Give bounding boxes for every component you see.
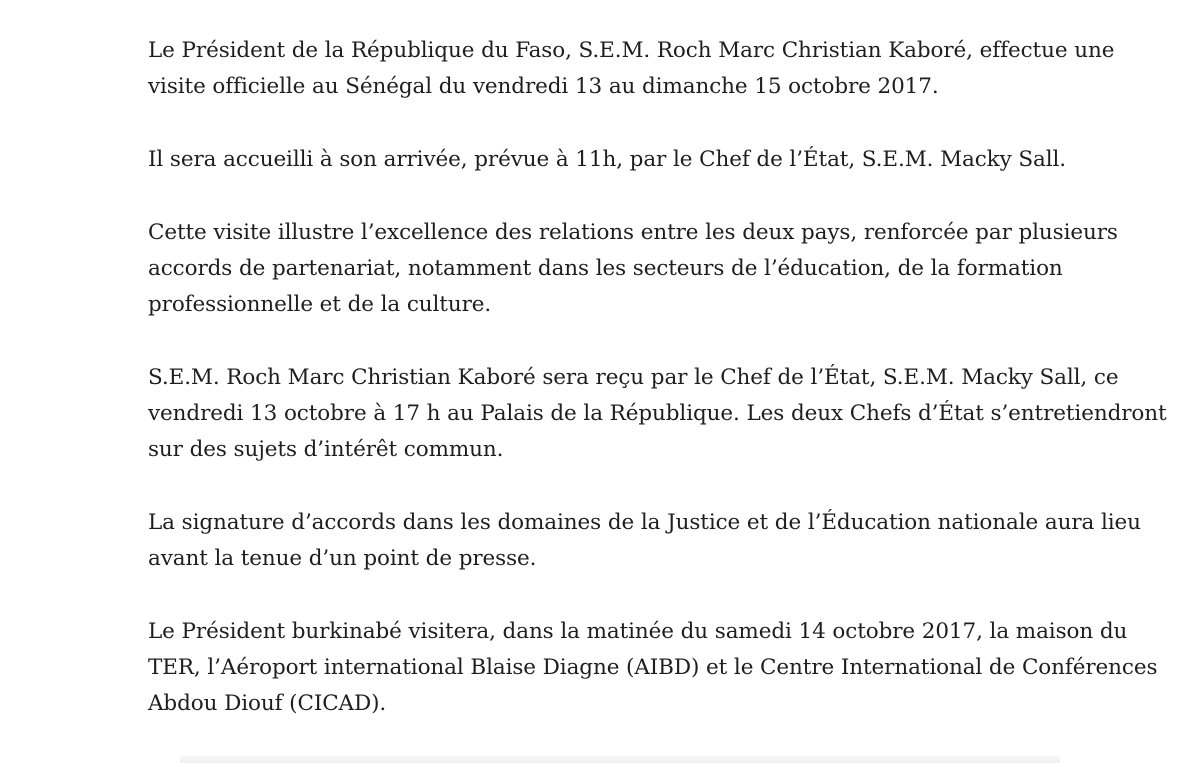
- paragraph-line: Il sera accueilli à son arrivée, prévue à 11h, par le Chef de l’État, S.E.M. Macky Sall.: [148, 147, 1067, 172]
- paragraph-line: vendredi 13 octobre à 17 h au Palais de la République. Les deux Chefs d’État s’entretiendront: [148, 401, 1167, 426]
- article-body: [148, 33, 1167, 759]
- paragraph-agreements: [148, 505, 1141, 577]
- paragraph-line: accords de partenariat, notamment dans les secteurs de l’éducation, de la formation: [148, 256, 1063, 281]
- paragraph-arrival: [148, 142, 1088, 178]
- paragraph-line: sur des sujets d’intérêt commun.: [148, 437, 504, 462]
- paragraph-line: Cette visite illustre l’excellence des relations entre les deux pays, renforcée par plusieurs: [148, 220, 1118, 245]
- paragraph-line: avant la tenue d’un point de presse.: [148, 546, 537, 571]
- paragraph-line: visite officielle au Sénégal du vendredi 13 au dimanche 15 octobre 2017.: [148, 74, 939, 99]
- bottom-divider: [180, 756, 1060, 763]
- paragraph-visit-announcement: [148, 33, 1115, 105]
- paragraph-line: Le Président burkinabé visitera, dans la matinée du samedi 14 octobre 2017, la maison du: [148, 619, 1128, 644]
- paragraph-line: TER, l’Aéroport international Blaise Diagne (AIBD) et le Centre International de Conférences: [148, 655, 1158, 680]
- paragraph-line: Le Président de la République du Faso, S.E.M. Roch Marc Christian Kaboré, effectue une: [148, 38, 1115, 63]
- paragraph-line: S.E.M. Roch Marc Christian Kaboré sera reçu par le Chef de l’État, S.E.M. Macky Sall, ce: [148, 365, 1119, 390]
- paragraph-relations: [148, 215, 1118, 323]
- paragraph-line: professionnelle et de la culture.: [148, 292, 492, 317]
- paragraph-line: Abdou Diouf (CICAD).: [148, 691, 387, 716]
- paragraph-line: La signature d’accords dans les domaines de la Justice et de l’Éducation nationale aura lieu: [148, 510, 1141, 535]
- paragraph-meeting: [148, 360, 1167, 468]
- paragraph-site-visits: [148, 614, 1158, 722]
